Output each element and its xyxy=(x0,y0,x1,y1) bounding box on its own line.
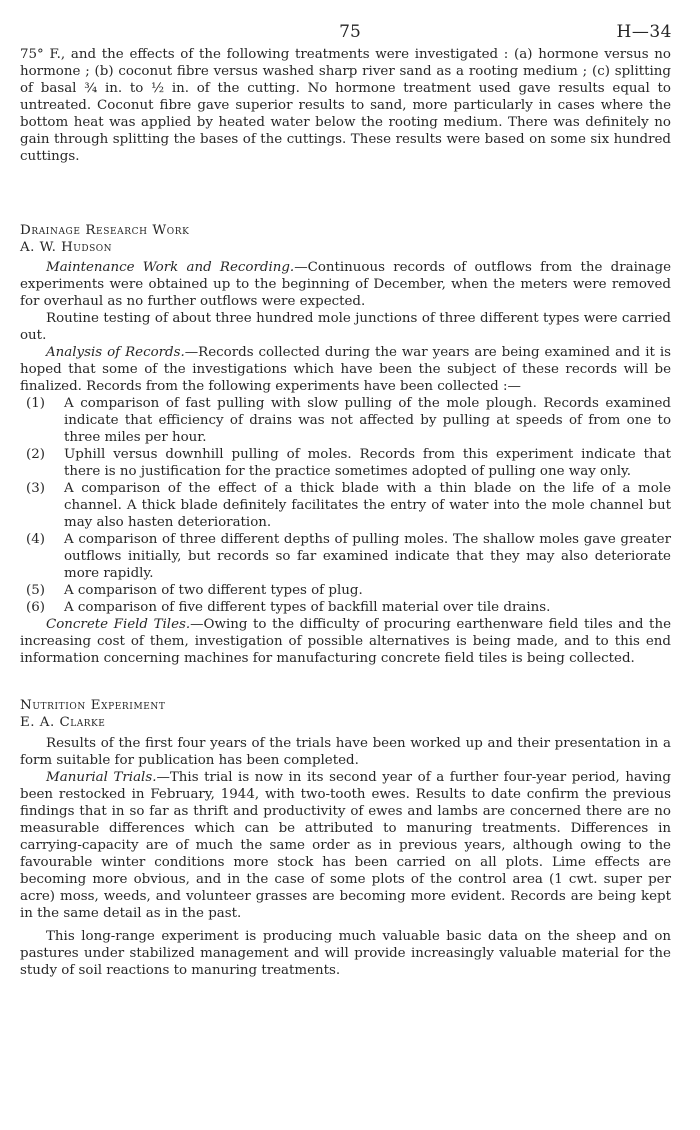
list-item xyxy=(20,480,671,531)
list-item xyxy=(20,582,671,599)
list-item-number: (5) xyxy=(26,583,45,598)
list-item-text: A comparison of fast pulling with slow pulling of the mole plough. Records examined indicate that efficiency of drains was not affected by pulling at speeds of from one to three miles per hour. xyxy=(64,396,671,445)
list-item xyxy=(20,599,671,616)
list-item-number: (3) xyxy=(26,481,45,496)
experiments-list xyxy=(20,395,671,616)
page-header xyxy=(0,22,700,46)
list-item-number: (4) xyxy=(26,532,45,547)
list-item-text: A comparison of the effect of a thick blade with a thin blade on the life of a mole channel. A thick blade definitely facilitates the entry of water into the mole channel but may also hasten deterioration. xyxy=(64,481,671,530)
list-item xyxy=(20,531,671,582)
list-item xyxy=(20,395,671,446)
long-range-paragraph: This long-range experiment is producing much valuable basic data on the sheep and on pastures under stabilized management and will provide increasingly valuable material for the study of soil reactions to manuring treatments. xyxy=(20,929,671,978)
list-item-text: A comparison of five different types of backfill material over tile drains. xyxy=(64,600,551,615)
maintenance-text: —Continuous records of outflows from the drainage experiments were obtained up to the beginning of December, when the meters were removed for overhaul as no further outflows were expected. xyxy=(20,260,671,309)
intro-paragraph: 75° F., and the effects of the following treatments were investigated : (a) hormone versus no hormone ; (b) coconut fibre versus washed sharp river sand as a rooting medium ; (c) splitting of basal ¾ in. to ½ in. of the cutting. No hormone treatment used gave results equal to untreated. Coconut fibre gave superior results to sand, more particularly in cases where the bottom heat was applied by heated water below the rooting medium. There was definitely no gain through splitting the bases of the cuttings. These results were based on some six hundred cuttings. xyxy=(20,47,671,164)
concrete-text: —Owing to the difficulty of procuring earthenware field tiles and the increasing cost of them, investigation of possible alternatives is being made, and to this end information concerning machines for manufacturing concrete field tiles is being collected. xyxy=(20,617,671,666)
list-item-text: A comparison of three different depths of pulling moles. The shallow moles gave greater outflows initially, but records so far examined indicate that they may also deteriorate more rapidly. xyxy=(64,532,671,581)
drainage-author: A. W. Hudson xyxy=(20,240,113,255)
list-item xyxy=(20,446,671,480)
analysis-paragraph xyxy=(20,344,671,395)
drainage-heading: Drainage Research Work xyxy=(20,223,190,238)
routine-paragraph: Routine testing of about three hundred mole junctions of three different types were carried out. xyxy=(20,311,671,343)
list-item-number: (6) xyxy=(26,600,45,615)
manurial-text: —This trial is now in its second year of a further four-year period, having been restocked in February, 1944, with two-tooth ewes. Results to date confirm the previous findings that in so far as thrift and productivity of ewes and lambs are concerned there are no measurable differences which can be attributed to manuring treatments. Differences in carrying-capacity are of much the same order as in previous years, although owing to the favourable winter conditions more stock has been carried on all plots. Lime effects are becoming more obvious, and in the case of some plots of the control area (1 cwt. super per acre) moss, weeds, and volunteer grasses are becoming more evident. Records are being kept in the same detail as in the past. xyxy=(20,770,671,921)
concrete-paragraph xyxy=(20,616,671,667)
list-item-number: (1) xyxy=(26,396,45,411)
page-number: 75 xyxy=(339,22,361,42)
maintenance-paragraph xyxy=(20,259,671,310)
analysis-text: —Records collected during the war years are being examined and it is hoped that some of the investigations which have been the subject of these records will be finalized. Records from the following experiments have been collected :— xyxy=(20,345,671,394)
list-item-text: Uphill versus downhill pulling of moles. Records from this experiment indicate that there is no justification for the practice sometimes adopted of pulling one way only. xyxy=(64,447,671,479)
page-content xyxy=(20,46,671,979)
nutrition-heading: Nutrition Experiment xyxy=(20,698,166,713)
manurial-paragraph xyxy=(20,769,671,922)
maintenance-title: Maintenance Work and Recording. xyxy=(46,260,295,275)
nutrition-author: E. A. Clarke xyxy=(20,715,106,730)
concrete-title: Concrete Field Tiles. xyxy=(46,617,191,632)
list-item-text: A comparison of two different types of plug. xyxy=(64,583,363,598)
results-paragraph: Results of the first four years of the trials have been worked up and their presentation in a form suitable for publication has been completed. xyxy=(20,736,671,768)
document-code: H—34 xyxy=(616,22,672,42)
list-item-number: (2) xyxy=(26,447,45,462)
manurial-title: Manurial Trials. xyxy=(46,770,157,785)
analysis-title: Analysis of Records. xyxy=(46,345,185,360)
